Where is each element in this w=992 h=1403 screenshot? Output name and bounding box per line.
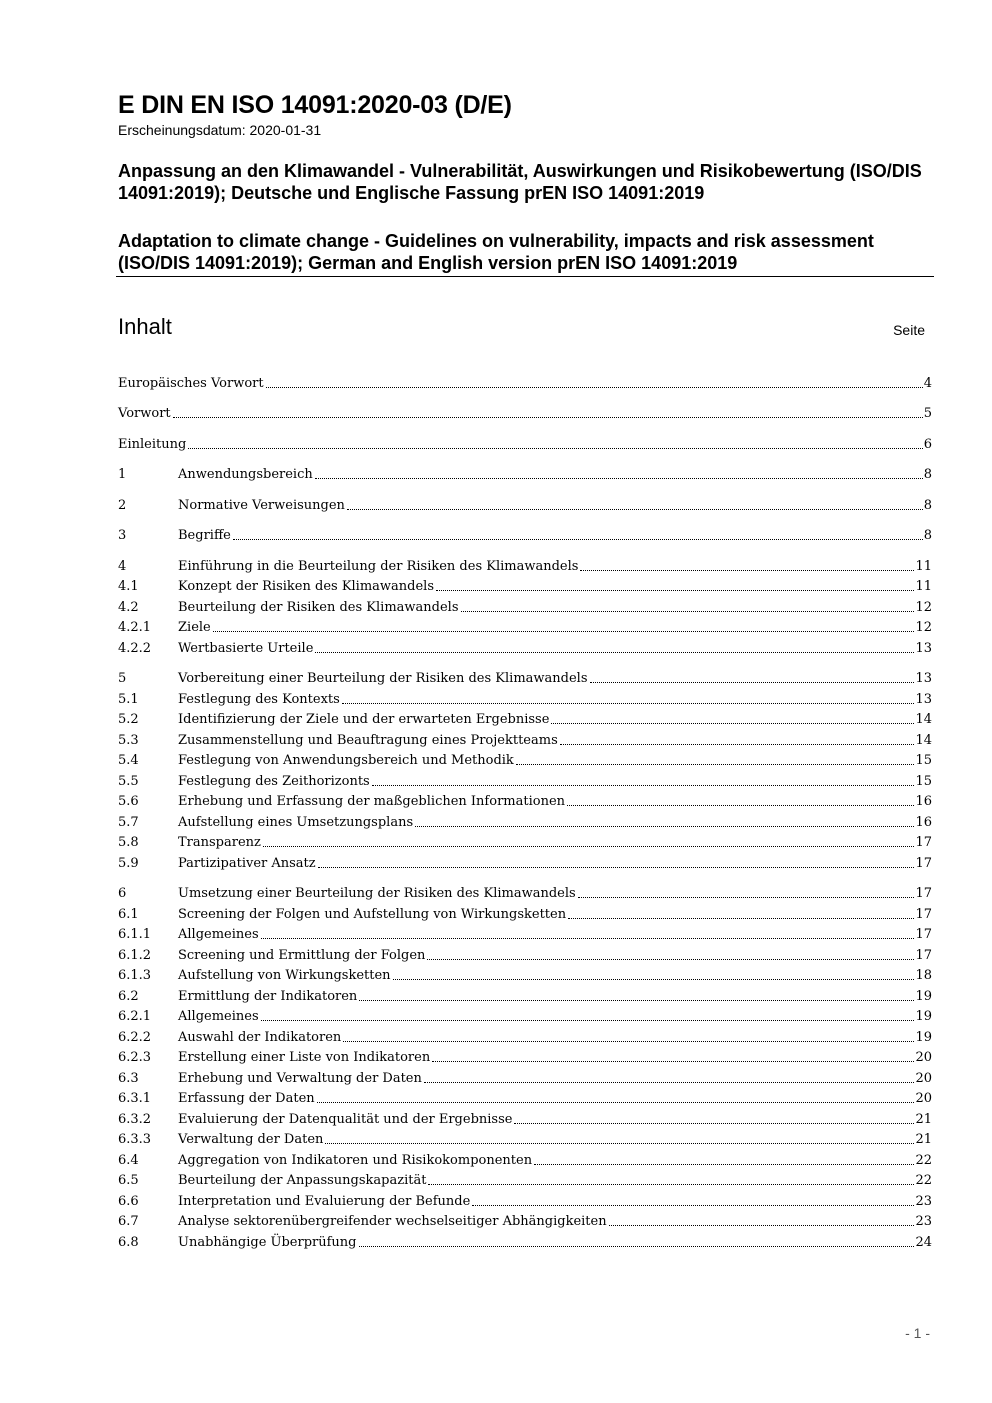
toc-entry-page: 20 <box>915 1091 932 1106</box>
toc-entry-page: 20 <box>915 1071 932 1086</box>
toc-entry-title: Erhebung und Verwaltung der Daten <box>178 1071 422 1086</box>
toc-entry[interactable] <box>118 1005 932 1025</box>
toc-entry-title: Beurteilung der Anpassungskapazität <box>178 1173 427 1188</box>
toc-entry-title: Vorwort <box>118 406 171 421</box>
toc-entry[interactable] <box>118 402 932 422</box>
toc-entry[interactable] <box>118 831 932 851</box>
toc-entry-page: 8 <box>923 498 932 513</box>
toc-entry[interactable] <box>118 667 932 687</box>
toc-dot-leader <box>372 785 915 786</box>
toc-entry[interactable] <box>118 372 932 392</box>
toc-dot-leader <box>436 590 914 591</box>
toc-dot-leader <box>347 509 923 510</box>
toc-entry-number: 2 <box>118 498 127 513</box>
toc-entry-number: 5 <box>118 671 127 686</box>
toc-dot-leader <box>317 1102 915 1103</box>
toc-entry-title: Festlegung von Anwendungsbereich und Methodik <box>178 753 514 768</box>
toc-entry[interactable] <box>118 616 932 636</box>
toc-entry-page: 18 <box>915 968 932 983</box>
toc-entry-number: 5.6 <box>118 794 139 809</box>
toc-entry-number: 6.3.3 <box>118 1132 152 1147</box>
toc-entry-page: 21 <box>915 1132 932 1147</box>
toc-entry-number: 6.4 <box>118 1153 139 1168</box>
toc-dot-leader <box>173 417 923 418</box>
toc-entry-title: Interpretation und Evaluierung der Befunde <box>178 1194 471 1209</box>
toc-entry-number: 4.1 <box>118 579 139 594</box>
toc-entry[interactable] <box>118 433 932 453</box>
toc-entry-page: 4 <box>923 376 932 391</box>
toc-entry-page: 19 <box>915 1030 932 1045</box>
title-divider <box>116 276 934 277</box>
toc-entry-title: Zusammenstellung und Beauftragung eines Projektteams <box>178 733 558 748</box>
publication-date: Erscheinungsdatum: 2020-01-31 <box>118 122 322 138</box>
toc-dot-leader <box>325 1143 914 1144</box>
toc-entry-page: 13 <box>915 641 932 656</box>
toc-entry-number: 3 <box>118 528 127 543</box>
toc-entry[interactable] <box>118 790 932 810</box>
toc-entry[interactable] <box>118 1210 932 1230</box>
toc-dot-leader <box>393 979 915 980</box>
toc-dot-leader <box>213 631 915 632</box>
toc-entry-title: Allgemeines <box>178 927 259 942</box>
toc-entry-page: 17 <box>915 948 932 963</box>
toc-entry[interactable] <box>118 1046 932 1066</box>
toc-entry-page: 22 <box>915 1173 932 1188</box>
toc-dot-leader <box>461 611 915 612</box>
title-german: Anpassung an den Klimawandel - Vulnerabilität, Auswirkungen und Risikobewertung (ISO/DIS 14091:2019); Deutsche und Englische Fassung prEN ISO 14091:2019 <box>118 161 922 203</box>
toc-dot-leader <box>424 1082 915 1083</box>
toc-entry-title: Festlegung des Kontexts <box>178 692 340 707</box>
toc-dot-leader <box>567 805 914 806</box>
toc-entry-number: 5.2 <box>118 712 139 727</box>
toc-entry-page: 14 <box>915 733 932 748</box>
toc-entry-page: 14 <box>915 712 932 727</box>
toc-entry-title: Allgemeines <box>178 1009 259 1024</box>
toc-entry-title: Beurteilung der Risiken des Klimawandels <box>178 600 459 615</box>
toc-dot-leader <box>578 897 915 898</box>
toc-dot-leader <box>261 1020 915 1021</box>
toc-entry-title: Anwendungsbereich <box>178 467 313 482</box>
toc-entry-page: 23 <box>915 1214 932 1229</box>
toc-entry-number: 4.2 <box>118 600 139 615</box>
toc-entry[interactable] <box>118 1169 932 1189</box>
toc-entry-number: 6.3.1 <box>118 1091 152 1106</box>
toc-entry-number: 4 <box>118 559 127 574</box>
toc-entry-page: 22 <box>915 1153 932 1168</box>
toc-entry-page: 8 <box>923 528 932 543</box>
toc-entry-title: Wertbasierte Urteile <box>178 641 314 656</box>
toc-entry-number: 6.2.1 <box>118 1009 152 1024</box>
toc-entry-number: 6.3 <box>118 1071 139 1086</box>
toc-entry[interactable] <box>118 637 932 657</box>
toc-entry-page: 13 <box>915 671 932 686</box>
toc-entry-title: Europäisches Vorwort <box>118 376 264 391</box>
toc-entry-page: 16 <box>915 794 932 809</box>
toc-entry-number: 6.8 <box>118 1235 139 1250</box>
toc-entry-page: 21 <box>915 1112 932 1127</box>
toc-dot-leader <box>428 1184 914 1185</box>
toc-page-label: Seite <box>893 322 925 338</box>
toc-entry-title: Screening und Ermittlung der Folgen <box>178 948 426 963</box>
toc-entry[interactable] <box>118 1231 932 1251</box>
toc-entry[interactable] <box>118 708 932 728</box>
toc-entry[interactable] <box>118 882 932 902</box>
toc-dot-leader <box>516 764 915 765</box>
toc-dot-leader <box>514 1123 914 1124</box>
toc-entry-title: Transparenz <box>178 835 261 850</box>
toc-dot-leader <box>318 867 915 868</box>
toc-entry-page: 17 <box>915 886 932 901</box>
toc-entry-title: Screening der Folgen und Aufstellung von Wirkungsketten <box>178 907 567 922</box>
toc-dot-leader <box>590 682 915 683</box>
toc-entry[interactable] <box>118 749 932 769</box>
toc-dot-leader <box>415 826 914 827</box>
toc-entry-title: Erstellung einer Liste von Indikatoren <box>178 1050 431 1065</box>
toc-entry-title: Aufstellung von Wirkungsketten <box>178 968 391 983</box>
toc-entry[interactable] <box>118 1087 932 1107</box>
toc-dot-leader <box>560 744 915 745</box>
toc-dot-leader <box>359 1000 914 1001</box>
toc-entry[interactable] <box>118 903 932 923</box>
toc-entry-number: 5.8 <box>118 835 139 850</box>
toc-dot-leader <box>315 478 923 479</box>
toc-entry-title: Ermittlung der Indikatoren <box>178 989 358 1004</box>
toc-entry[interactable] <box>118 811 932 831</box>
toc-entry-number: 1 <box>118 467 127 482</box>
toc-entry[interactable] <box>118 852 932 872</box>
toc-entry-number: 5.5 <box>118 774 139 789</box>
toc-entry[interactable] <box>118 575 932 595</box>
toc-dot-leader <box>534 1164 914 1165</box>
toc-entry-title: Umsetzung einer Beurteilung der Risiken des Klimawandels <box>178 886 576 901</box>
toc-entry-page: 15 <box>915 774 932 789</box>
toc-entry-number: 6.5 <box>118 1173 139 1188</box>
toc-entry-page: 12 <box>915 600 932 615</box>
toc-entry[interactable] <box>118 729 932 749</box>
toc-entry[interactable] <box>118 1067 932 1087</box>
toc-entry[interactable] <box>118 524 932 544</box>
toc-entry[interactable] <box>118 494 932 514</box>
toc-entry-number: 6.1.1 <box>118 927 152 942</box>
toc-entry-title: Normative Verweisungen <box>178 498 345 513</box>
toc-dot-leader <box>342 703 915 704</box>
toc-entry-title: Aggregation von Indikatoren und Risikokomponenten <box>178 1153 533 1168</box>
toc-entry-title: Evaluierung der Datenqualität und der Ergebnisse <box>178 1112 513 1127</box>
toc-entry-number: 6.1.3 <box>118 968 152 983</box>
toc-entry-title: Aufstellung eines Umsetzungsplans <box>178 815 414 830</box>
toc-entry-page: 15 <box>915 753 932 768</box>
toc-entry-number: 6.3.2 <box>118 1112 152 1127</box>
toc-entry-number: 5.7 <box>118 815 139 830</box>
toc-entry[interactable] <box>118 1026 932 1046</box>
toc-entry-title: Erfassung der Daten <box>178 1091 315 1106</box>
toc-entry-title: Analyse sektorenübergreifender wechselseitiger Abhängigkeiten <box>178 1214 607 1229</box>
toc-dot-leader <box>432 1061 914 1062</box>
toc-entry-number: 6.2.3 <box>118 1050 152 1065</box>
toc-entry[interactable] <box>118 1149 932 1169</box>
toc-entry-page: 17 <box>915 856 932 871</box>
toc-entry-title: Festlegung des Zeithorizonts <box>178 774 370 789</box>
toc-entry-title: Konzept der Risiken des Klimawandels <box>178 579 435 594</box>
toc-entry[interactable] <box>118 1190 932 1210</box>
toc-entry-number: 5.4 <box>118 753 139 768</box>
toc-dot-leader <box>315 652 914 653</box>
toc-entry-title: Verwaltung der Daten <box>178 1132 324 1147</box>
toc-entry-page: 11 <box>915 559 932 574</box>
toc-entry-number: 6.1 <box>118 907 139 922</box>
toc-entry[interactable] <box>118 463 932 483</box>
toc-entry-page: 11 <box>915 579 932 594</box>
toc-entry-page: 17 <box>915 927 932 942</box>
toc-entry-title: Erhebung und Erfassung der maßgeblichen Informationen <box>178 794 566 809</box>
toc-entry-number: 5.3 <box>118 733 139 748</box>
toc-dot-leader <box>551 723 914 724</box>
toc-dot-leader <box>233 539 923 540</box>
toc-entry-title: Ziele <box>178 620 211 635</box>
toc-dot-leader <box>266 387 923 388</box>
toc-dot-leader <box>188 448 922 449</box>
toc-entry[interactable] <box>118 1128 932 1148</box>
toc-entry-title: Einleitung <box>118 437 187 452</box>
toc-entry-number: 4.2.1 <box>118 620 152 635</box>
toc-entry[interactable] <box>118 923 932 943</box>
toc-entry-title: Unabhängige Überprüfung <box>178 1235 357 1250</box>
toc-entry-page: 24 <box>915 1235 932 1250</box>
toc-entry-title: Identifizierung der Ziele und der erwarteten Ergebnisse <box>178 712 550 727</box>
toc-entry-page: 17 <box>915 907 932 922</box>
toc-entry-title: Vorbereitung einer Beurteilung der Risiken des Klimawandels <box>178 671 588 686</box>
toc-entry-page: 23 <box>915 1194 932 1209</box>
toc-entry-title: Auswahl der Indikatoren <box>178 1030 342 1045</box>
toc-entry-page: 6 <box>923 437 932 452</box>
toc-entry-number: 5.9 <box>118 856 139 871</box>
toc-entry[interactable] <box>118 596 932 616</box>
toc-dot-leader <box>609 1225 915 1226</box>
toc-entry-page: 13 <box>915 692 932 707</box>
toc-entry-number: 6.1.2 <box>118 948 152 963</box>
toc-entry[interactable] <box>118 944 932 964</box>
toc-dot-leader <box>472 1205 914 1206</box>
page-number: - 1 - <box>905 1325 930 1341</box>
toc-entry-number: 6.6 <box>118 1194 139 1209</box>
toc-entry-number: 5.1 <box>118 692 139 707</box>
toc-entry-page: 16 <box>915 815 932 830</box>
title-english: Adaptation to climate change - Guidelines on vulnerability, impacts and risk assessment (ISO/DIS 14091:2019); German and English version prEN ISO 14091:2019 <box>118 231 874 273</box>
toc-heading: Inhalt <box>118 314 172 339</box>
toc-entry-page: 19 <box>915 989 932 1004</box>
toc-dot-leader <box>427 959 914 960</box>
toc-entry[interactable] <box>118 964 932 984</box>
toc-entry-page: 12 <box>915 620 932 635</box>
toc-entry[interactable] <box>118 688 932 708</box>
toc-dot-leader <box>343 1041 914 1042</box>
document-id: E DIN EN ISO 14091:2020-03 (D/E) <box>118 91 512 119</box>
toc-entry-number: 6.2 <box>118 989 139 1004</box>
toc-entry-title: Einführung in die Beurteilung der Risiken des Klimawandels <box>178 559 579 574</box>
toc-entry[interactable] <box>118 1108 932 1128</box>
toc-entry-number: 6.2.2 <box>118 1030 152 1045</box>
toc-entry-title: Begriffe <box>178 528 231 543</box>
toc-entry-title: Partizipativer Ansatz <box>178 856 316 871</box>
toc-dot-leader <box>568 918 914 919</box>
toc-dot-leader <box>359 1246 915 1247</box>
toc-dot-leader <box>261 938 915 939</box>
toc-entry[interactable] <box>118 555 932 575</box>
toc-entry-page: 19 <box>915 1009 932 1024</box>
toc-entry-page: 17 <box>915 835 932 850</box>
toc-entry-page: 20 <box>915 1050 932 1065</box>
toc-dot-leader <box>263 846 915 847</box>
toc-entry-number: 6 <box>118 886 127 901</box>
toc-entry-page: 5 <box>923 406 932 421</box>
toc-dot-leader <box>580 570 914 571</box>
toc-entry-page: 8 <box>923 467 932 482</box>
toc-entry[interactable] <box>118 985 932 1005</box>
toc-entry[interactable] <box>118 770 932 790</box>
toc-entry-number: 6.7 <box>118 1214 139 1229</box>
toc-entry-number: 4.2.2 <box>118 641 152 656</box>
